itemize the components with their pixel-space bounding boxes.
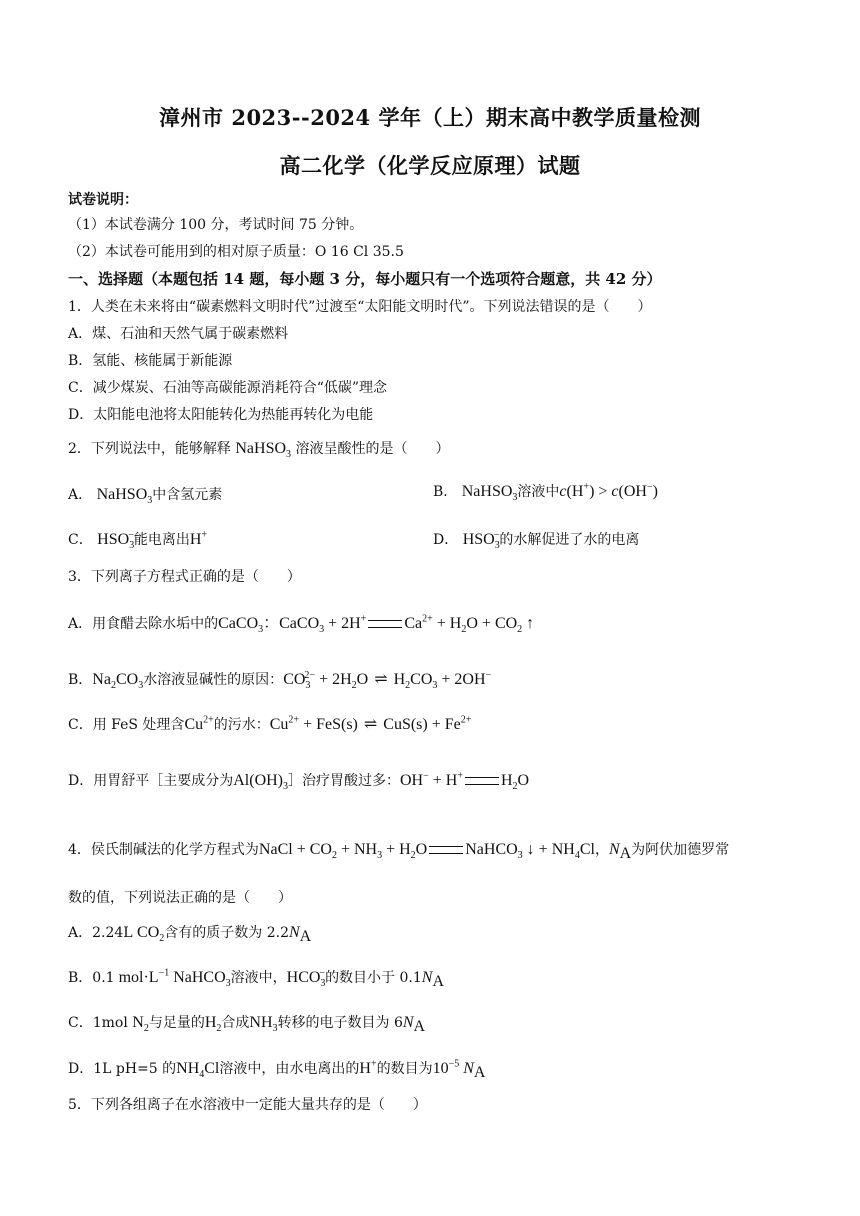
option-text: B．0.1: [68, 970, 115, 986]
q1-option-c: C．减少煤炭、石油等高碳能源消耗符合“低碳”理念: [68, 380, 388, 396]
instructions-heading: 试卷说明：: [68, 192, 138, 208]
option-text: 与足量的: [148, 1015, 205, 1031]
option-text: D．1L pH=5 的: [68, 1061, 177, 1077]
formula: $HCO_3^-$: [286, 967, 326, 990]
formula: NaHSO$_3$: [461, 483, 518, 504]
option-text: 合成: [221, 1015, 250, 1031]
q4-stem-text: 为阿伏加德罗常: [631, 842, 730, 858]
formula: NaHSO$_3$: [96, 486, 153, 507]
option-text: D．用胃舒平［主要成分为: [68, 773, 234, 789]
formula: N: [608, 841, 620, 858]
formula: $Cu^{2+} + FeS(s)$ ⇌ $CuS(s) + Fe^{2+}$: [269, 714, 472, 734]
q1-option-b: B．氢能、核能属于新能源: [68, 353, 233, 369]
instruction-2: （2）本试卷可能用到的相对原子质量：O 16 Cl 35.5: [68, 244, 404, 260]
option-text: 溶液中，: [230, 970, 287, 986]
q4-stem-text: ，: [594, 842, 609, 858]
option-text: 溶液中，由水电离出的: [219, 1061, 360, 1077]
formula: $mol\cdot L^{-1}$ NaHCO$_3$: [114, 967, 231, 990]
q4-option-d: D．1L pH=5 的$NH_4Cl$溶液中，由水电离出的H+的数目为$10^{-5}$ $N_A$: [68, 1058, 486, 1081]
option-text: 溶液中: [517, 484, 560, 500]
option-text: 能电离出: [133, 532, 190, 548]
option-text: 水溶液显碱性的原因：: [143, 672, 284, 688]
formula: N: [402, 1014, 414, 1031]
instruction-1: （1）本试卷满分 100 分，考试时间 75 分钟。: [68, 217, 364, 233]
q3-option-c: [68, 715, 471, 735]
option-text: C．用 FeS 处理含: [68, 717, 185, 733]
formula: NaHSO$_3$: [235, 440, 292, 461]
option-text: C．1mol: [68, 1015, 128, 1031]
formula: $CO_3^{2-} + 2H_2O$ ⇌ $H_2CO_3 + 2OH^-$: [283, 669, 492, 692]
option-text: A．用食醋去除水垢中的: [68, 616, 219, 632]
q4-option-a: A．2.24L $CO_2$含有的质子数为 $2.2N_A$: [68, 924, 312, 945]
option-label: C．: [68, 532, 93, 548]
q1-option-d: D．太阳能电池将太阳能转化为热能再转化为电能: [68, 407, 374, 423]
q3-stem: 3．下列离子方程式正确的是（ ）: [68, 569, 301, 585]
q2-option-b: [433, 482, 658, 502]
formula: N: [421, 969, 433, 986]
q1-option-a: A．煤、石油和天然气属于碳素燃料: [68, 326, 289, 342]
option-text: 的数目小于 0.1: [325, 970, 422, 986]
formula: $Cu^{2+}$: [184, 714, 214, 733]
formula: c(H+) > c(OH−): [559, 481, 658, 500]
option-text: 的污水：: [213, 717, 270, 733]
q2-option-c: [68, 530, 207, 550]
formula: $CO_2$: [137, 924, 165, 945]
formula: $Na_2CO_3$: [92, 671, 144, 692]
q3-option-d: [68, 771, 529, 791]
formula: $10^{-5}$: [432, 1058, 460, 1077]
q4-stem-text: 4．侯氏制碱法的化学方程式为: [68, 842, 259, 858]
exam-subtitle: 高二化学（化学反应原理）试题: [279, 153, 581, 178]
formula: $NH_3$: [249, 1014, 278, 1035]
option-label: A．: [68, 487, 93, 503]
formula: N: [289, 924, 300, 941]
q2-option-a: [68, 485, 222, 505]
option-text: 的数目为: [376, 1061, 433, 1077]
option-text: 的水解促进了水的电离: [499, 532, 640, 548]
formula: NaCl + $CO_2 + NH_3 + H_2O$ NaHCO$_3$ ↓ + $NH_4Cl$: [258, 841, 595, 862]
formula: $HSO_3^-$: [462, 529, 500, 552]
option-label: B．: [433, 484, 458, 500]
exam-title: 漳州市 2023--2024 学年（上）期末高中教学质量检测: [159, 105, 701, 130]
option-text: 转移的电子数目为 6: [277, 1015, 403, 1031]
q2-stem-text: 2．下列说法中，能够解释: [68, 441, 231, 457]
section-heading: 一、选择题（本题包括 14 题，每小题 3 分，每小题只有一个选项符合题意，共 42 分）: [68, 270, 662, 288]
q4-option-b: B．0.1 $mol\cdot L^{-1}$ NaHCO$_3$溶液中，$HCO_3^-$的数目小于 $0.1N_A$: [68, 967, 445, 990]
formula: $HSO_3^-$: [97, 529, 135, 552]
formula: N: [463, 1060, 474, 1077]
q2-option-d: [433, 530, 639, 550]
q2-stem: [68, 439, 450, 459]
q4-stem-line2: 数的值，下列说法正确的是（ ）: [68, 890, 292, 906]
formula: H+: [189, 529, 208, 548]
option-text: 中含氢元素: [152, 487, 223, 503]
formula: $H_2$: [204, 1014, 222, 1035]
option-text: 含有的质子数为 2.2: [164, 925, 289, 941]
formula: CaCO$_3$：CaCO$_3$ + 2H+ $Ca^{2+} + H_2O + CO_2$ ↑: [218, 613, 535, 636]
q2-stem-text: 溶液呈酸性的是（ ）: [295, 441, 450, 457]
formula: $NH_4Cl$: [176, 1060, 220, 1081]
q1-stem: 1．人类在未来将由“碳素燃料文明时代”过渡至“太阳能文明时代”。下列说法错误的是（ ）: [68, 299, 652, 315]
formula: $N_2$: [132, 1014, 149, 1035]
q5-stem: 5．下列各组离子在水溶液中一定能大量共存的是（ ）: [68, 1097, 427, 1113]
q4-option-c: C．1mol $N_2$与足量的$H_2$合成$NH_3$转移的电子数目为 $6N_A$: [68, 1014, 426, 1035]
formula: H+: [359, 1058, 377, 1077]
formula: OH− + H+ $H_2O$: [400, 770, 530, 793]
q3-option-b: [68, 670, 491, 690]
option-label: D．: [433, 532, 459, 548]
formula: $Al(OH)_3$: [233, 772, 288, 793]
q4-stem-line1: 4．侯氏制碱法的化学方程式为NaCl + $CO_2 + NH_3 + H_2O$ NaHCO$_3$ ↓ + $NH_4Cl$，$N_A$为阿伏加德罗常: [68, 841, 730, 862]
option-text: ］治疗胃酸过多：: [288, 773, 400, 789]
option-label: B．: [68, 672, 93, 688]
option-text: A．2.24L: [68, 925, 133, 941]
q3-option-a: [68, 614, 534, 634]
